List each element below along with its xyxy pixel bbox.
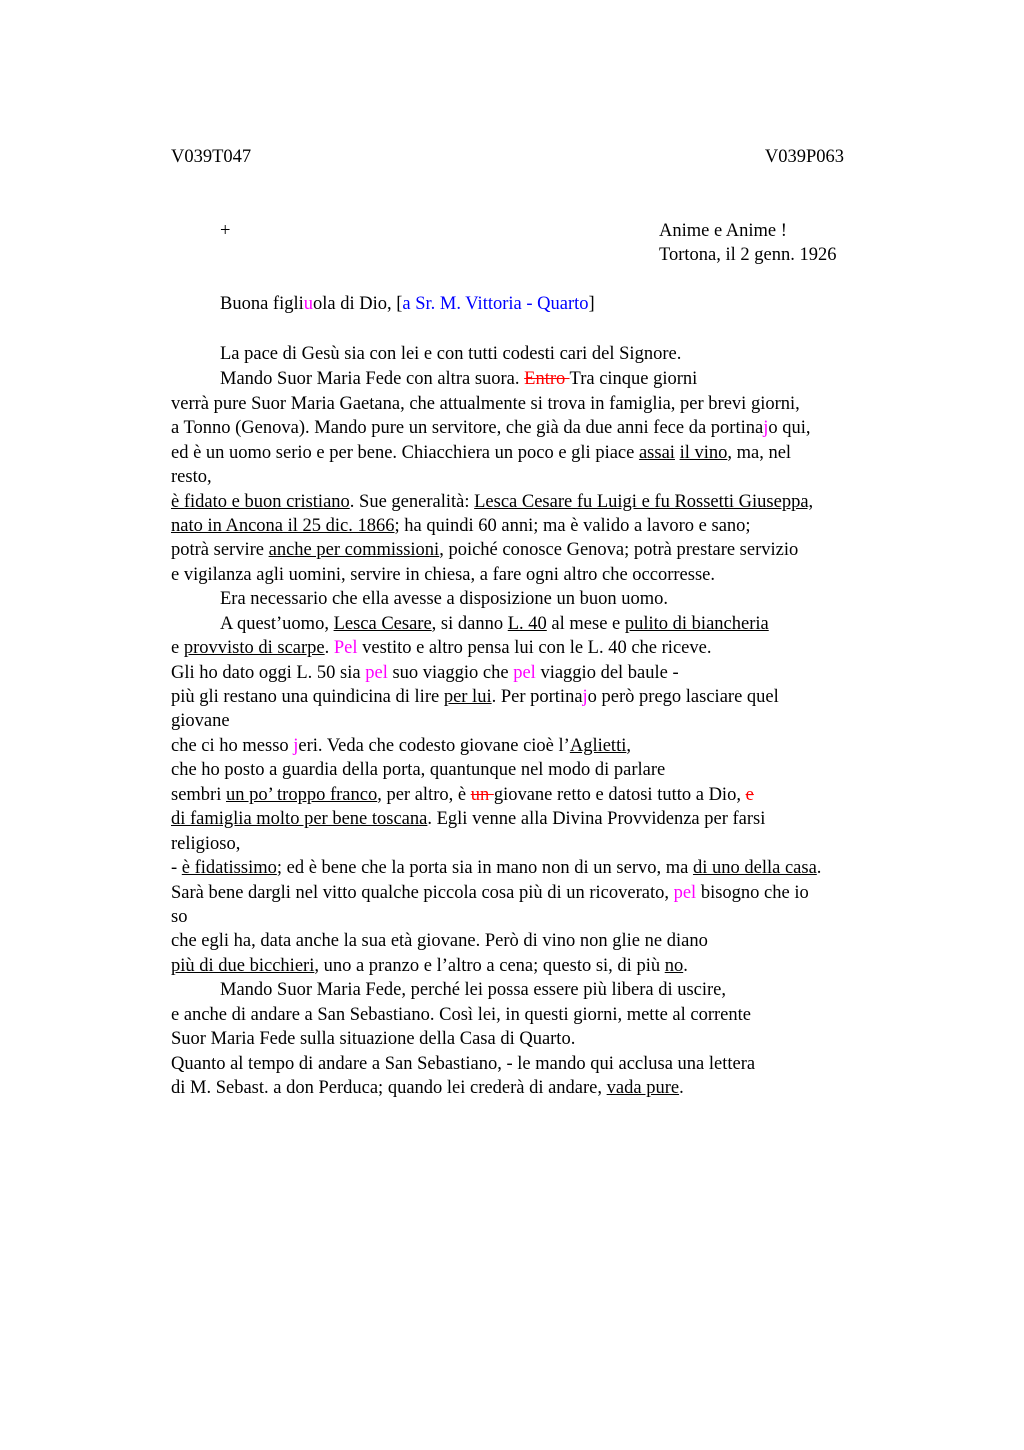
body-line: più gli restano una quindicina di lire per lui. Per portinajo però prego lasciare quel xyxy=(171,687,779,707)
correction-text: j xyxy=(293,736,299,756)
body-line: sembri un po’ troppo franco, per altro, è un giovane retto e datosi tutto a Dio, e xyxy=(171,785,754,805)
correction-text: pel xyxy=(673,883,697,903)
correction-text: pel xyxy=(365,663,388,683)
body-line: religioso, xyxy=(171,834,241,854)
underlined-text: vada pure xyxy=(606,1078,680,1098)
underlined-text: nato in Ancona il 25 dic. 1866 xyxy=(171,516,395,536)
cross-symbol: + xyxy=(220,221,231,241)
underlined-text: anche per commissioni xyxy=(268,540,440,560)
body-line: resto, xyxy=(171,467,212,487)
underlined-text: è fidatissimo xyxy=(181,858,277,878)
body-line: Quanto al tempo di andare a San Sebastiano, - le mando qui acclusa una lettera xyxy=(171,1054,756,1074)
salutation-text: ] xyxy=(588,294,595,314)
body-line: più di due bicchieri, uno a pranzo e l’altro a cena; questo si, di più no. xyxy=(171,956,688,976)
salutation-text: Buona figli xyxy=(220,294,304,314)
body-line: Suor Maria Fede sulla situazione della Casa di Quarto. xyxy=(171,1029,576,1049)
underlined-text: un po’ troppo franco xyxy=(225,785,378,805)
underlined-text: per lui xyxy=(443,687,492,707)
body-line: - è fidatissimo; ed è bene che la porta sia in mano non di un servo, ma di uno della casa. xyxy=(171,858,822,878)
salutation-text: ola di Dio, [ xyxy=(313,294,403,314)
body-line: Era necessario che ella avesse a disposizione un buon uomo. xyxy=(220,589,668,609)
underlined-text: più di due bicchieri xyxy=(171,956,315,976)
body-line: di famiglia molto per bene toscana. Egli venne alla Divina Provvidenza per farsi xyxy=(171,809,766,829)
body-line: nato in Ancona il 25 dic. 1866; ha quindi 60 anni; ma è valido a lavoro e sano; xyxy=(171,516,751,536)
correction-text: j xyxy=(582,687,588,707)
salutation xyxy=(220,294,595,315)
body-line: che ci ho messo jeri. Veda che codesto giovane cioè l’Aglietti, xyxy=(171,736,631,756)
deleted-text: un xyxy=(470,785,494,805)
body-line: potrà servire anche per commissioni, poiché conosce Genova; potrà prestare servizio xyxy=(171,540,799,560)
body-line: Mando Suor Maria Fede, perché lei possa essere più libera di uscire, xyxy=(220,980,727,1000)
body-line: La pace di Gesù sia con lei e con tutti codesti cari del Signore. xyxy=(220,344,682,364)
letter-title: Anime e Anime ! xyxy=(659,221,787,241)
body-line: che ho posto a guardia della porta, quantunque nel modo di parlare xyxy=(171,760,666,780)
body-line: Gli ho dato oggi L. 50 sia pel suo viaggio che pel viaggio del baule - xyxy=(171,663,679,683)
body-line: A quest’uomo, Lesca Cesare, si danno L. 40 al mese e pulito di biancheria xyxy=(220,614,769,634)
document-code-left: V039T047 xyxy=(171,147,252,167)
underlined-text: di famiglia molto per bene toscana xyxy=(171,809,428,829)
deleted-text: Entro xyxy=(524,369,570,389)
underlined-text: provvisto di scarpe xyxy=(183,638,325,658)
body-line: e anche di andare a San Sebastiano. Così lei, in questi giorni, mette al corrente xyxy=(171,1005,751,1025)
correction-text: pel xyxy=(513,663,536,683)
body-line: di M. Sebast. a don Perduca; quando lei crederà di andare, vada pure. xyxy=(171,1078,684,1098)
underlined-text: no xyxy=(664,956,684,976)
body-line: so xyxy=(171,907,188,927)
body-line: è fidato e buon cristiano. Sue generalità: Lesca Cesare fu Luigi e fu Rossetti Giuseppa, xyxy=(171,492,814,512)
underlined-text: di uno della casa xyxy=(692,858,817,878)
salutation-correction: u xyxy=(303,294,314,314)
underlined-text: è fidato e buon cristiano xyxy=(171,492,350,512)
underlined-text: assai xyxy=(638,443,675,463)
underlined-text: pulito di biancheria xyxy=(624,614,769,634)
body-line: giovane xyxy=(171,711,230,731)
underlined-text: Lesca Cesare xyxy=(333,614,432,634)
body-line: che egli ha, data anche la sua età giovane. Però di vino non glie ne diano xyxy=(171,931,708,951)
underlined-text: Lesca Cesare fu Luigi e fu Rossetti Giuseppa, xyxy=(474,492,814,512)
body-line: verrà pure Suor Maria Gaetana, che attualmente si trova in famiglia, per brevi giorni, xyxy=(171,394,800,414)
underlined-text: il vino xyxy=(679,443,728,463)
body-line: ed è un uomo serio e per bene. Chiacchiera un poco e gli piace assai il vino, ma, nel xyxy=(171,443,792,463)
body-line: e provvisto di scarpe. Pel vestito e altro pensa lui con le L. 40 che riceve. xyxy=(171,638,712,658)
body-line: Mando Suor Maria Fede con altra suora. Entro Tra cinque giorni xyxy=(220,369,698,389)
body-line: a Tonno (Genova). Mando pure un servitore, che già da due anni fece da portinajo qui, xyxy=(171,418,811,438)
deleted-text: e xyxy=(745,785,754,805)
document-code-right: V039P063 xyxy=(764,147,844,167)
underlined-text: Aglietti xyxy=(569,736,627,756)
correction-text: j xyxy=(763,418,769,438)
place-date: Tortona, il 2 genn. 1926 xyxy=(659,245,837,265)
correction-text: Pel xyxy=(333,638,358,658)
body-line: Sarà bene dargli nel vitto qualche piccola cosa più di un ricoverato, pel bisogno che io xyxy=(171,883,809,903)
underlined-text: L. 40 xyxy=(507,614,547,634)
body-line: e vigilanza agli uomini, servire in chiesa, a fare ogni altro che occorresse. xyxy=(171,565,715,585)
addressee-note: a Sr. M. Vittoria - Quarto xyxy=(402,294,589,314)
